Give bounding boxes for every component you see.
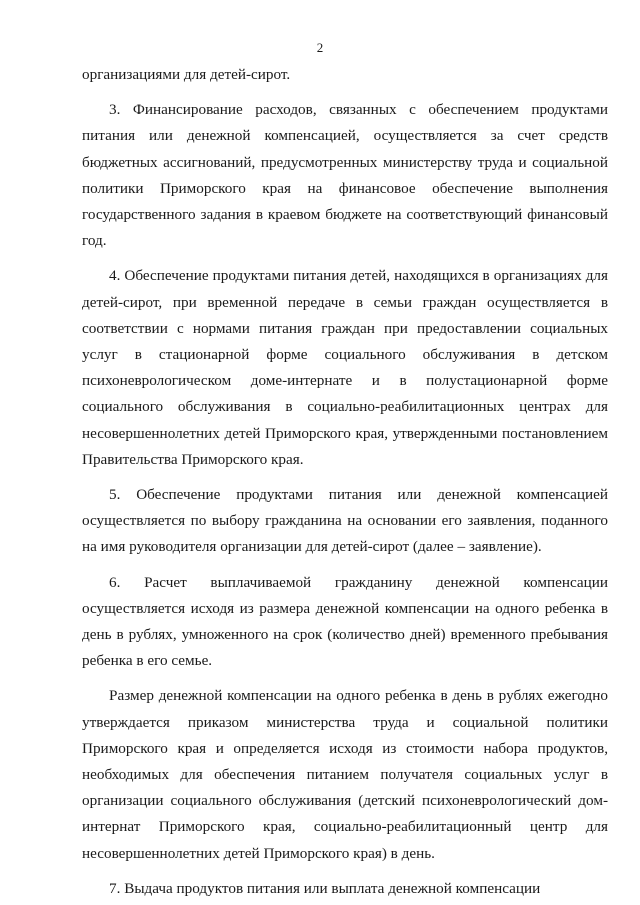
paragraph-compensation-amount: Размер денежной компенсации на одного ребенка в день в рублях ежегодно утверждается приказом министерства труда и социальной политики Приморского края и определяется исходя из стоимости набора продуктов, необходимых для обеспечения питанием получателя социальных услуг в организации социального обслуживания (детский психоневрологический дом-интернат Приморского края, социально-реабилитационный центр для несовершеннолетних детей Приморского края) в день. [82,687,608,862]
document-body [82,62,608,902]
page-number: 2 [316,40,324,55]
paragraph-item-5: 5. Обеспечение продуктами питания или денежной компенсацией осуществляется по выбору гражданина на основании его заявления, поданного на имя руководителя организации для детей-сирот (далее – заявление). [82,486,608,556]
paragraph-item-7: 7. Выдача продуктов питания или выплата денежной компенсации [109,879,541,897]
paragraph-item-4: 4. Обеспечение продуктами питания детей, находящихся в организациях для детей-сирот, при временной передаче в семьи граждан осуществляется в соответствии с нормами питания граждан при предоставлении социальных услуг в стационарной форме социального обслуживания в детском психоневрологическом доме-интернате и в полустационарной форме социального обслуживания в социально-реабилитационных центрах для несовершеннолетних детей Приморского края, утвержденными постановлением Правительства Приморского края. [82,267,608,468]
paragraph-continuation: организациями для детей-сирот. [82,66,291,83]
paragraph-item-6: 6. Расчет выплачиваемой гражданину денежной компенсации осуществляется исходя из размера денежной компенсации на одного ребенка в день в рублях, умноженного на срок (количество дней) временного пребывания ребенка в его семье. [82,573,608,670]
paragraph-item-3: 3. Финансирование расходов, связанных с обеспечением продуктами питания или денежной компенсацией, осуществляется за счет средств бюджетных ассигнований, предусмотренных министерству труда и социальной политики Приморского края на финансовое обеспечение выполнения государственного задания в краевом бюджете на соответствующий финансовый год. [82,101,608,250]
